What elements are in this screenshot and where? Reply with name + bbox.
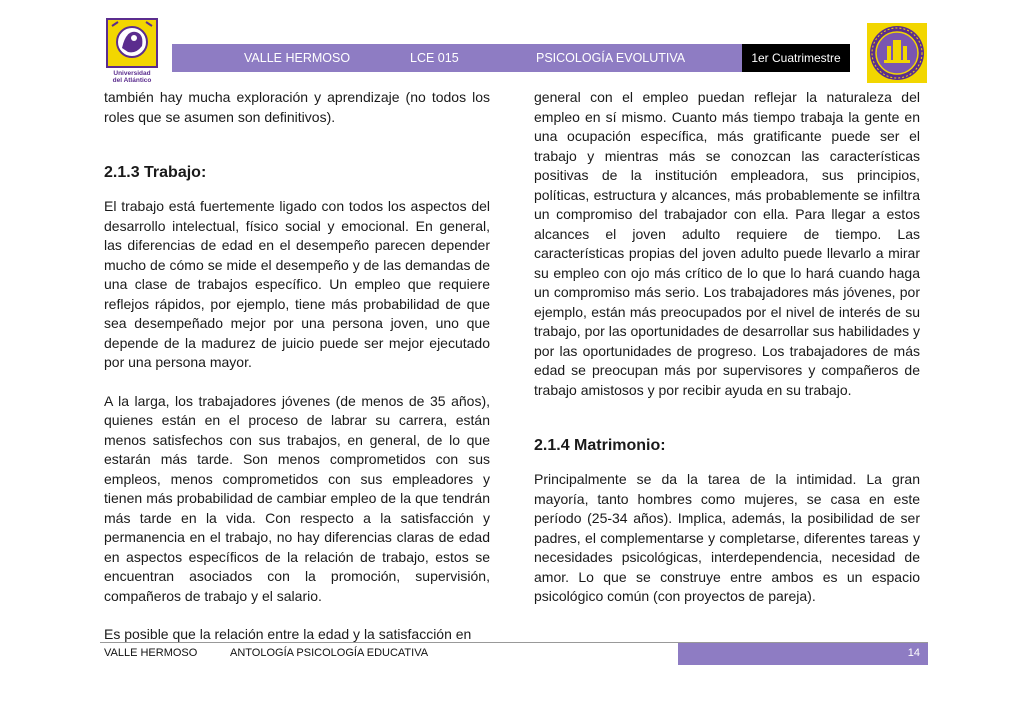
left-column xyxy=(104,88,490,645)
paragraph: Es posible que la relación entre la edad y la satisfacción en xyxy=(104,626,472,642)
paragraph: El trabajo está fuertemente ligado con todos los aspectos del desarrollo intelectual, físico social y emocional. En general, las diferencias de edad en el desempeño parecen depender mucho de cómo se mide el desempeño y de las demandas de una clase de trabajos específico. Un empleo que requiere reflejos rápidos, por ejemplo, tiene más probabilidad de que sea desempeñado mejor por una persona joven, uno que depende de la madurez de juicio puede ser mejor ejecutado por una persona mayor. xyxy=(104,198,490,370)
university-logo xyxy=(106,18,158,84)
paragraph: Principalmente se da la tarea de la intimidad. La gran mayoría, tanto hombres como mujeres, se casa en este período (25-34 años). Implica, además, la posibilidad de ser padres, el complementarse y completarse, diferentes tareas y necesidades psicológicas, interdependencia, necesidad de amor. Lo que se construye entre ambos es un espacio psicológico común (con proyectos de pareja). xyxy=(534,471,920,604)
header-subject: PSICOLOGÍA EVOLUTIVA xyxy=(536,51,686,65)
header-bar xyxy=(172,44,742,72)
paragraph: A la larga, los trabajadores jóvenes (de menos de 35 años), quienes están en el proceso de labrar su carrera, están menos satisfechos con sus trabajos, en general, de lo que estarán más tarde. Son menos comprometidos con sus empleos, menos comprometidos con sus empleadores y tienen más probabilidad de cambiar empleo de la que tendrán más tarde en la vida. Con respecto a la satisfacción y permanencia en el trabajo, no hay diferencias claras de edad en aspectos específicos de la relación de trabajo, estos se encuentran asociados con la promoción, supervisión, compañeros de trabajo y el salario. xyxy=(104,392,490,604)
institution-seal xyxy=(866,22,928,84)
svg-text:Universidad: Universidad xyxy=(113,70,151,77)
header-term: 1er Cuatrimestre xyxy=(742,44,850,72)
section-heading-trabajo: 2.1.3 Trabajo: xyxy=(104,164,207,181)
footer-campus: VALLE HERMOSO xyxy=(104,647,198,659)
footer-text xyxy=(104,647,428,659)
section-heading-matrimonio: 2.1.4 Matrimonio: xyxy=(534,437,666,454)
right-column xyxy=(534,88,920,607)
paragraph: también hay mucha exploración y aprendizaje (no todos los roles que se asumen son definitivos). xyxy=(104,89,490,125)
paragraph: general con el empleo puedan reflejar la naturaleza del empleo en sí mismo. Cuanto más tiempo trabaja la gente en una ocupación específica, más gratificante puede ser el trabajo y mientras más se conozcan las características positivas de la institución empleadora, sus principios, políticas, estructura y alcances, más probablemente se infiltra un compromiso del trabajador con ella. Para llegar a estos alcances el joven adulto requiere de tiempo. Las características propias del joven adulto puede llevarlo a mirar su empleo con ojo más crítico de lo que lo hará cuando haga un compromiso más serio. Los trabajadores más jóvenes, por ejemplo, están más preocupados por el nivel de interés de su trabajo, por las oportunidades de desarrollar sus habilidades y por las oportunidades de progreso. Los trabajadores de más edad se preocupan más por supervisores y compañeros de trabajo amistosos y por recibir ayuda en su trabajo. xyxy=(534,89,921,398)
svg-text:del Atlántico: del Atlántico xyxy=(112,77,152,84)
footer-title: ANTOLOGÍA PSICOLOGÍA EDUCATIVA xyxy=(230,647,429,659)
header-campus: VALLE HERMOSO xyxy=(244,51,351,65)
page-number: 14 xyxy=(678,643,928,665)
header-code: LCE 015 xyxy=(410,51,459,65)
